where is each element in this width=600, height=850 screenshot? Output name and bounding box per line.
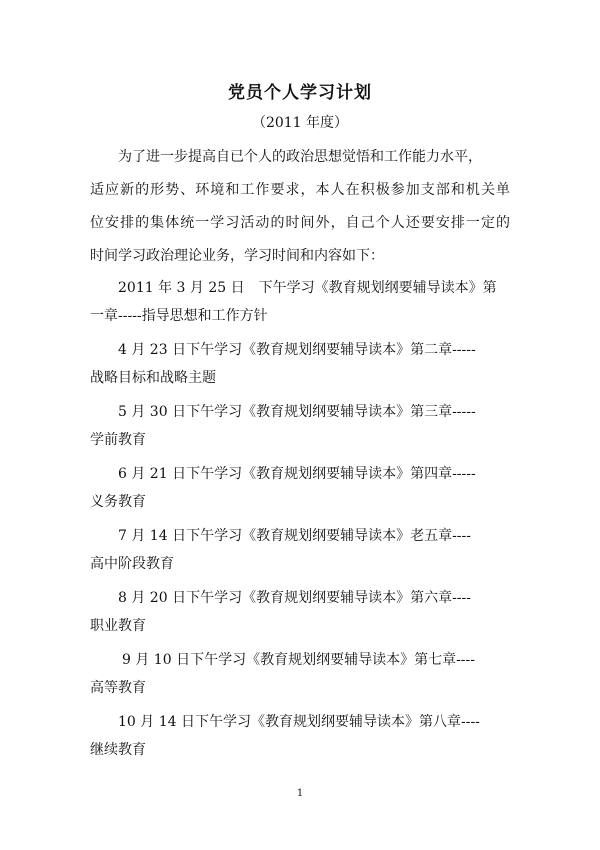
schedule-item-line2: 一章-----指导思想和工作方针 [90, 308, 268, 324]
schedule-item-line1: 2011 年 3 月 25 日 下午学习《教育规划纲要辅导读本》第 [118, 280, 497, 296]
schedule-item-line1: 9 月 10 日下午学习《教育规划纲要辅导读本》第七章---- [122, 652, 475, 668]
schedule-item-line2: 义务教育 [90, 494, 146, 510]
schedule-item-line2: 高中阶段教育 [90, 556, 174, 572]
intro-line: 适应新的形势、环境和工作要求，本人在积极参加支部和机关单 [90, 182, 510, 198]
schedule-item-line2: 职业教育 [90, 618, 146, 634]
intro-line: 时间学习政治理论业务，学习时间和内容如下： [90, 248, 384, 264]
schedule-item-line1: 5 月 30 日下午学习《教育规划纲要辅导读本》第三章----- [118, 404, 476, 420]
schedule-item-line1: 10 月 14 日下午学习《教育规划纲要辅导读本》第八章---- [118, 714, 480, 730]
schedule-item-line2: 战略目标和战略主题 [90, 370, 216, 386]
intro-line: 位安排的集体统一学习活动的时间外，自己个人还要安排一定的 [90, 215, 510, 231]
intro-line: 为了进一步提高自已个人的政治思想觉悟和工作能力水平， [118, 149, 482, 165]
schedule-item-line1: 6 月 21 日下午学习《教育规划纲要辅导读本》第四章----- [118, 466, 476, 482]
schedule-item-line1: 8 月 20 日下午学习《教育规划纲要辅导读本》第六章---- [118, 590, 471, 606]
document-subtitle: （2011 年度） [251, 115, 349, 131]
document-title: 党员个人学习计划 [228, 83, 372, 103]
schedule-item-line1: 4 月 23 日下午学习《教育规划纲要辅导读本》第二章----- [118, 342, 476, 358]
schedule-item-line2: 学前教育 [90, 432, 146, 448]
schedule-item-line2: 高等教育 [90, 680, 146, 696]
schedule-item-line1: 7 月 14 日下午学习《教育规划纲要辅导读本》老五章---- [118, 528, 471, 544]
page-number: 1 [296, 788, 304, 799]
schedule-item-line2: 继续教育 [90, 742, 146, 758]
